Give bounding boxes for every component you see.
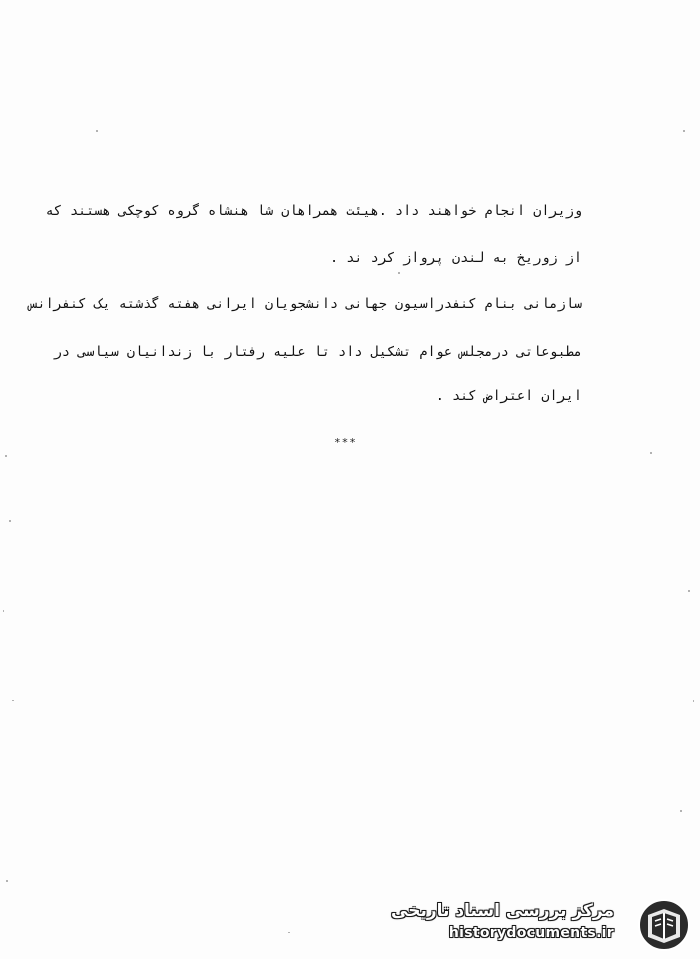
scan-speck	[9, 520, 11, 522]
archive-book-logo-icon	[634, 897, 692, 953]
section-separator: ***	[334, 436, 357, 449]
watermark	[391, 895, 692, 953]
document-line: مطبوعاتی درمجلس عوام تشکیل داد تا علیه رفتار با زندانیان سیاسی در	[53, 344, 582, 360]
scan-speck	[288, 932, 290, 933]
document-line: سازمانی بنام کنفدراسیون جهانی دانشجویان ایرانی هفته گذشته یک کنفرانس	[29, 296, 582, 312]
document-line: وزیران انجام خواهند داد .هیئت همراهان شا هنشاه گروه کوچکی هستند که	[45, 203, 582, 219]
scan-speck	[693, 700, 694, 702]
scan-speck	[6, 880, 8, 882]
scan-speck	[5, 455, 7, 457]
scan-speck	[680, 810, 682, 812]
scan-speck	[683, 130, 685, 132]
document-line: ایران اعتراض کند .	[435, 388, 582, 404]
watermark-title: مرکز بررسی اسناد تاریخی	[391, 901, 614, 921]
scan-speck	[398, 272, 400, 274]
scan-speck	[688, 590, 690, 592]
scan-speck	[3, 610, 4, 612]
scan-speck	[12, 700, 14, 701]
document-line: از زوریخ به لندن پرواز کرد ند .	[330, 250, 582, 266]
scan-speck	[96, 130, 98, 132]
scan-speck	[650, 452, 652, 454]
watermark-url: historydocuments.ir	[448, 925, 614, 941]
